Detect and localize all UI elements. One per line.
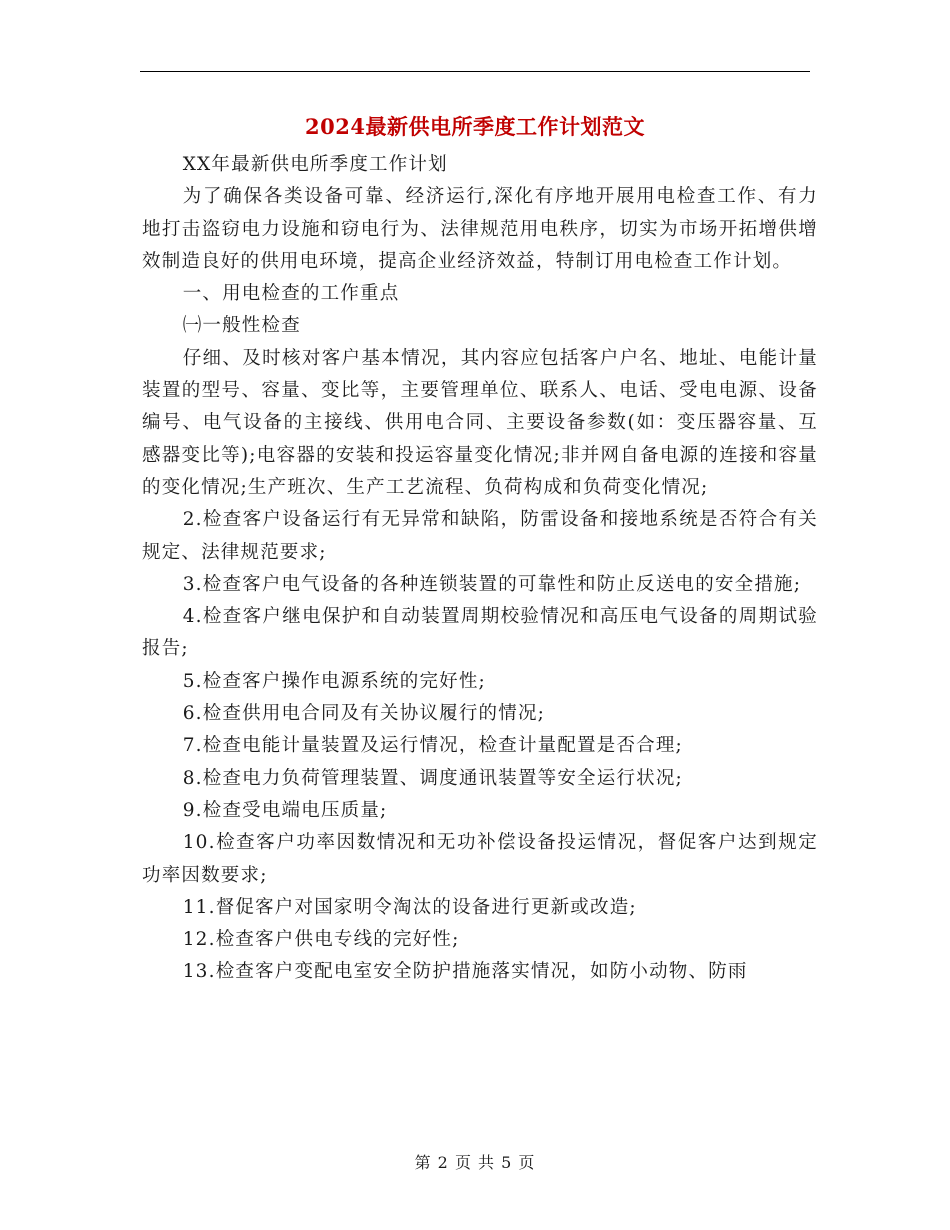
subsection-heading-general-check: ㈠一般性检查: [182, 315, 301, 337]
document-body: [142, 149, 818, 989]
list-item: 10.检查客户功率因数情况和无功补偿设备投运情况，督促客户达到规定功率因数要求;: [142, 832, 818, 886]
list-item: 4.检查客户继电保护和自动装置周期校验情况和高压电气设备的周期试验报告;: [142, 606, 818, 660]
document-title: 2024最新供电所季度工作计划范文: [305, 114, 645, 139]
list-item: 13.检查客户变配电室安全防护措施落实情况，如防小动物、防雨: [182, 961, 748, 983]
paragraph-intro: 为了确保各类设备可靠、经济运行,深化有序地开展用电检查工作、有力地打击盗窃电力设施和窃电行为、法律规范用电秩序，切实为市场开拓增供增效制造良好的供用电环境，提高企业经济效益，特制订用电检查工作计划。: [142, 186, 818, 272]
section-heading-1: 一、用电检查的工作重点: [182, 283, 400, 305]
list-item: 12.检查客户供电专线的完好性;: [182, 929, 460, 951]
header-rule: [140, 71, 810, 72]
paragraph-plan-heading: XX年最新供电所季度工作计划: [182, 154, 448, 175]
list-item: 7.检查电能计量装置及运行情况，检查计量配置是否合理;: [182, 735, 683, 757]
list-item: 9.检查受电端电压质量;: [182, 799, 388, 821]
list-item: 3.检查客户电气设备的各种连锁装置的可靠性和防止反送电的安全措施;: [182, 573, 802, 595]
list-item: 2.检查客户设备运行有无异常和缺陷，防雷设备和接地系统是否符合有关规定、法律规范要求;: [142, 509, 818, 563]
page-number: 第 2 页 共 5 页: [414, 1153, 536, 1172]
list-item: 6.检查供用电合同及有关协议履行的情况;: [182, 703, 546, 725]
list-item: 11.督促客户对国家明令淘汰的设备进行更新或改造;: [182, 896, 637, 918]
list-item: 8.检查电力负荷管理装置、调度通讯装置等安全运行状况;: [182, 767, 683, 789]
list-item: 5.检查客户操作电源系统的完好性;: [182, 670, 486, 692]
list-item: 仔细、及时核对客户基本情况，其内容应包括客户户名、地址、电能计量装置的型号、容量、变比等，主要管理单位、联系人、电话、受电电源、设备编号、电气设备的主接线、供用电合同、主要设备参数(如：变压器容量、互感器变比等);电容器的安装和投运容量变化情况;非并网自备电源的连接和容量的变化情况;生产班次、生产工艺流程、负荷构成和负荷变化情况;: [142, 347, 818, 498]
